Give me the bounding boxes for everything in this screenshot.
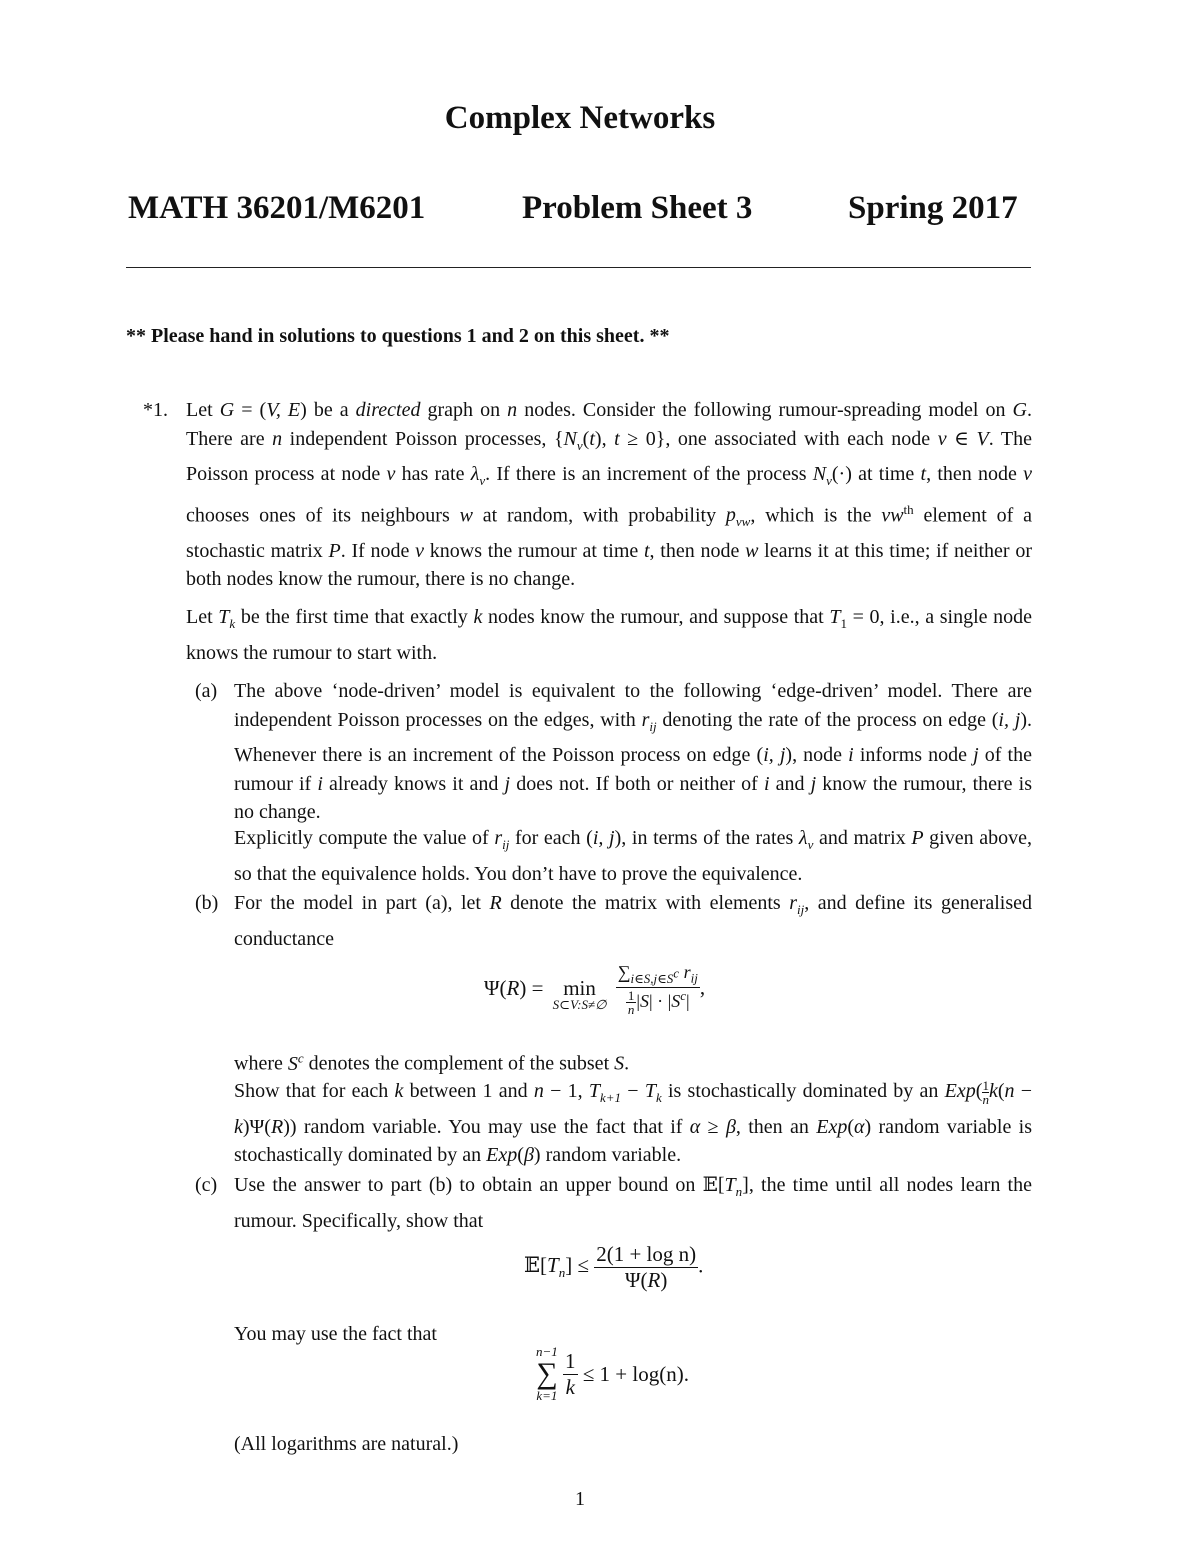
- term: Spring 2017: [848, 190, 1018, 226]
- part-b-where: where $S^c$ denotes the complement of the subset S.: [234, 1050, 630, 1075]
- part-a-label: (a): [195, 680, 218, 702]
- harmonic-sum-equation: n−1 ∑ k=1 $\frac{1}{k}$ ≤ 1 + log(n).: [536, 1344, 689, 1403]
- part-a-text: The above ‘node-driven’ model is equivalent to the following ‘edge-driven’ model. There are independent Poisson processes on the edges, with $r_{ij}$ denoting the rate of the process on edge (i, j). Whenever there is an increment of the Poisson process on edge (i, j), node i informs node j of the rumour if i already knows it and j does not. If both or neither of i and j know the rumour, there is no change.: [234, 680, 1032, 823]
- page-number: 1: [575, 1488, 585, 1510]
- part-c-note: (All logarithms are natural.): [234, 1433, 459, 1455]
- hand-in-instruction: ** Please hand in solutions to questions 1 and 2 on this sheet. **: [126, 325, 670, 347]
- part-c-text: Use the answer to part (b) to obtain an upper bound on $𝔼[T_n]$, the time until all nodes learn the rumour. Specifically, show that: [234, 1174, 1032, 1232]
- course-code: MATH 36201/M6201: [128, 190, 426, 226]
- part-b-text: For the model in part (a), let R denote the matrix with elements $r_{ij}$, and define its generalised conductance: [234, 892, 1033, 950]
- upper-bound-equation: $𝔼[T_n]$ ≤ $\frac{\text{2(1 + log n)}}{\Psi(R)}$ .: [524, 1242, 704, 1292]
- part-b-text-2: Show that for each k between 1 and n − 1, $T_{k+1} - T_k$ is stochastically dominated by an Exp( $\frac{1}{n}k(n - k)\Psi(R)$) random variable. You may use the fact that if α ≥ β, then an Exp(α) random variable is stochastically dominated by an Exp(β) random variable.: [234, 1077, 1033, 1166]
- conductance-equation: Ψ(R) = min S⊂V:S≠∅ $\frac{\sum_{i\in S,j\in S^c} r_{ij}}{\frac{1}{n}|S| \cdot |S^c|}$ ,: [484, 962, 706, 1017]
- part-b-label: (b): [195, 892, 219, 914]
- question-1-intro: Let G = (V, E) be a directed graph on n nodes. Consider the following rumour-spreading model on G. There are n independent Poisson processes, {$N_v(t)$, t ≥ 0}, one associated with each node v ∈ V. The Poisson process at node v has rate $\lambda_v$. If there is an increment of the process $N_v(\cdot)$ at time t, then node v chooses ones of its neighbours w at random, with probability $p_{vw}$, which is the $vw^{th}$ element of a stochastic matrix P. If node v knows the rumour at time t, then node w learns it at this time; if neither or both nodes know the rumour, there is no change.: [186, 399, 1033, 591]
- part-a-text-2: Explicitly compute the value of $r_{ij}$ for each (i, j), in terms of the rates $\lambda_v$ and matrix P given above, so that the equivalence holds. You don’t have to prove the equivalence.: [234, 827, 1032, 885]
- header-rule: [126, 267, 1031, 268]
- part-c-label: (c): [195, 1174, 218, 1196]
- question-1-intro-2: Let $T_k$ be the first time that exactly k nodes know the rumour, and suppose that $T_1 = 0$, i.e., a single node knows the rumour to start with.: [186, 606, 1033, 664]
- part-c-fact: You may use the fact that: [234, 1323, 437, 1345]
- question-1-number: *1.: [143, 399, 168, 421]
- document-title: Complex Networks: [444, 100, 716, 136]
- sheet-title: Problem Sheet 3: [522, 190, 753, 226]
